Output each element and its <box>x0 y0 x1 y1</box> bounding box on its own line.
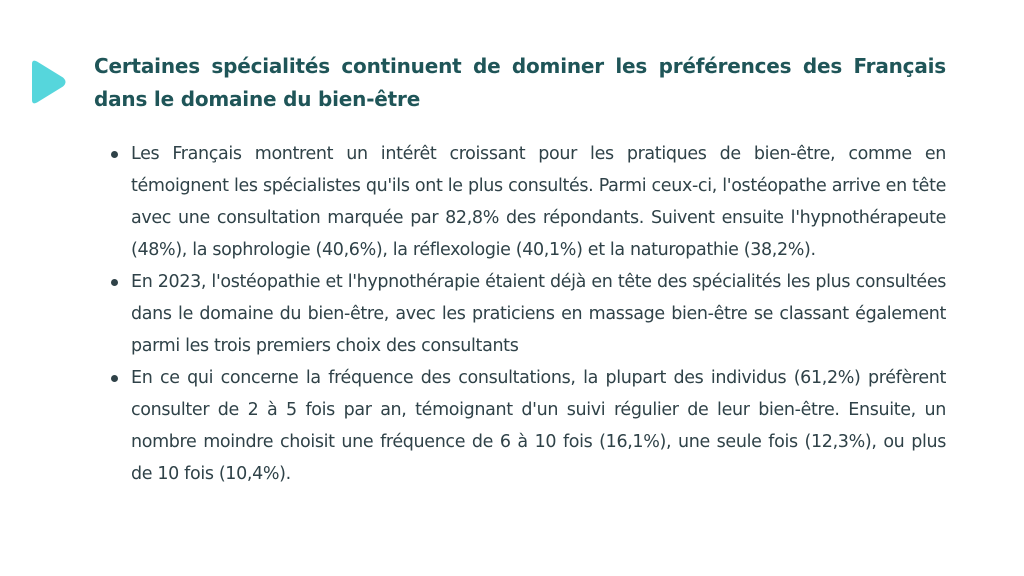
bullet-text: En 2023, l'ostéopathie et l'hypnothérapie étaient déjà en tête des spécialités les plus consultées dans le domaine du bien-être, avec les praticiens en massage bien-être se classant également parmi les trois premiers choix des consultants <box>131 272 946 356</box>
bullet-item-specialists <box>106 138 946 266</box>
bullet-text: En ce qui concerne la fréquence des consultations, la plupart des individus (61,2%) préfèrent consulter de 2 à 5 fois par an, témoignant d'un suivi régulier de leur bien-être. Ensuite, un nombre moindre choisit une fréquence de 6 à 10 fois (16,1%), une seule fois (12,3%), ou plus de 10 fois (10,4%). <box>131 368 946 484</box>
bullet-dot <box>111 375 118 382</box>
bullet-dot <box>111 151 118 158</box>
slide-heading: Certaines spécialités continuent de dominer les préférences des Français dans le domaine du bien-être <box>94 54 946 111</box>
bullet-item-2023 <box>106 266 946 362</box>
play-triangle-icon <box>28 58 68 106</box>
bullet-list <box>106 138 946 490</box>
bullet-dot <box>111 279 118 286</box>
bullet-text: Les Français montrent un intérêt croissant pour les pratiques de bien-être, comme en témoignent les spécialistes qu'ils ont le plus consultés. Parmi ceux-ci, l'ostéopathe arrive en tête avec une consultation marquée par 82,8% des répondants. Suivent ensuite l'hypnothérapeute (48%), la sophrologie (40,6%), la réflexologie (40,1%) et la naturopathie (38,2%). <box>131 144 946 260</box>
bullet-item-frequency <box>106 362 946 490</box>
